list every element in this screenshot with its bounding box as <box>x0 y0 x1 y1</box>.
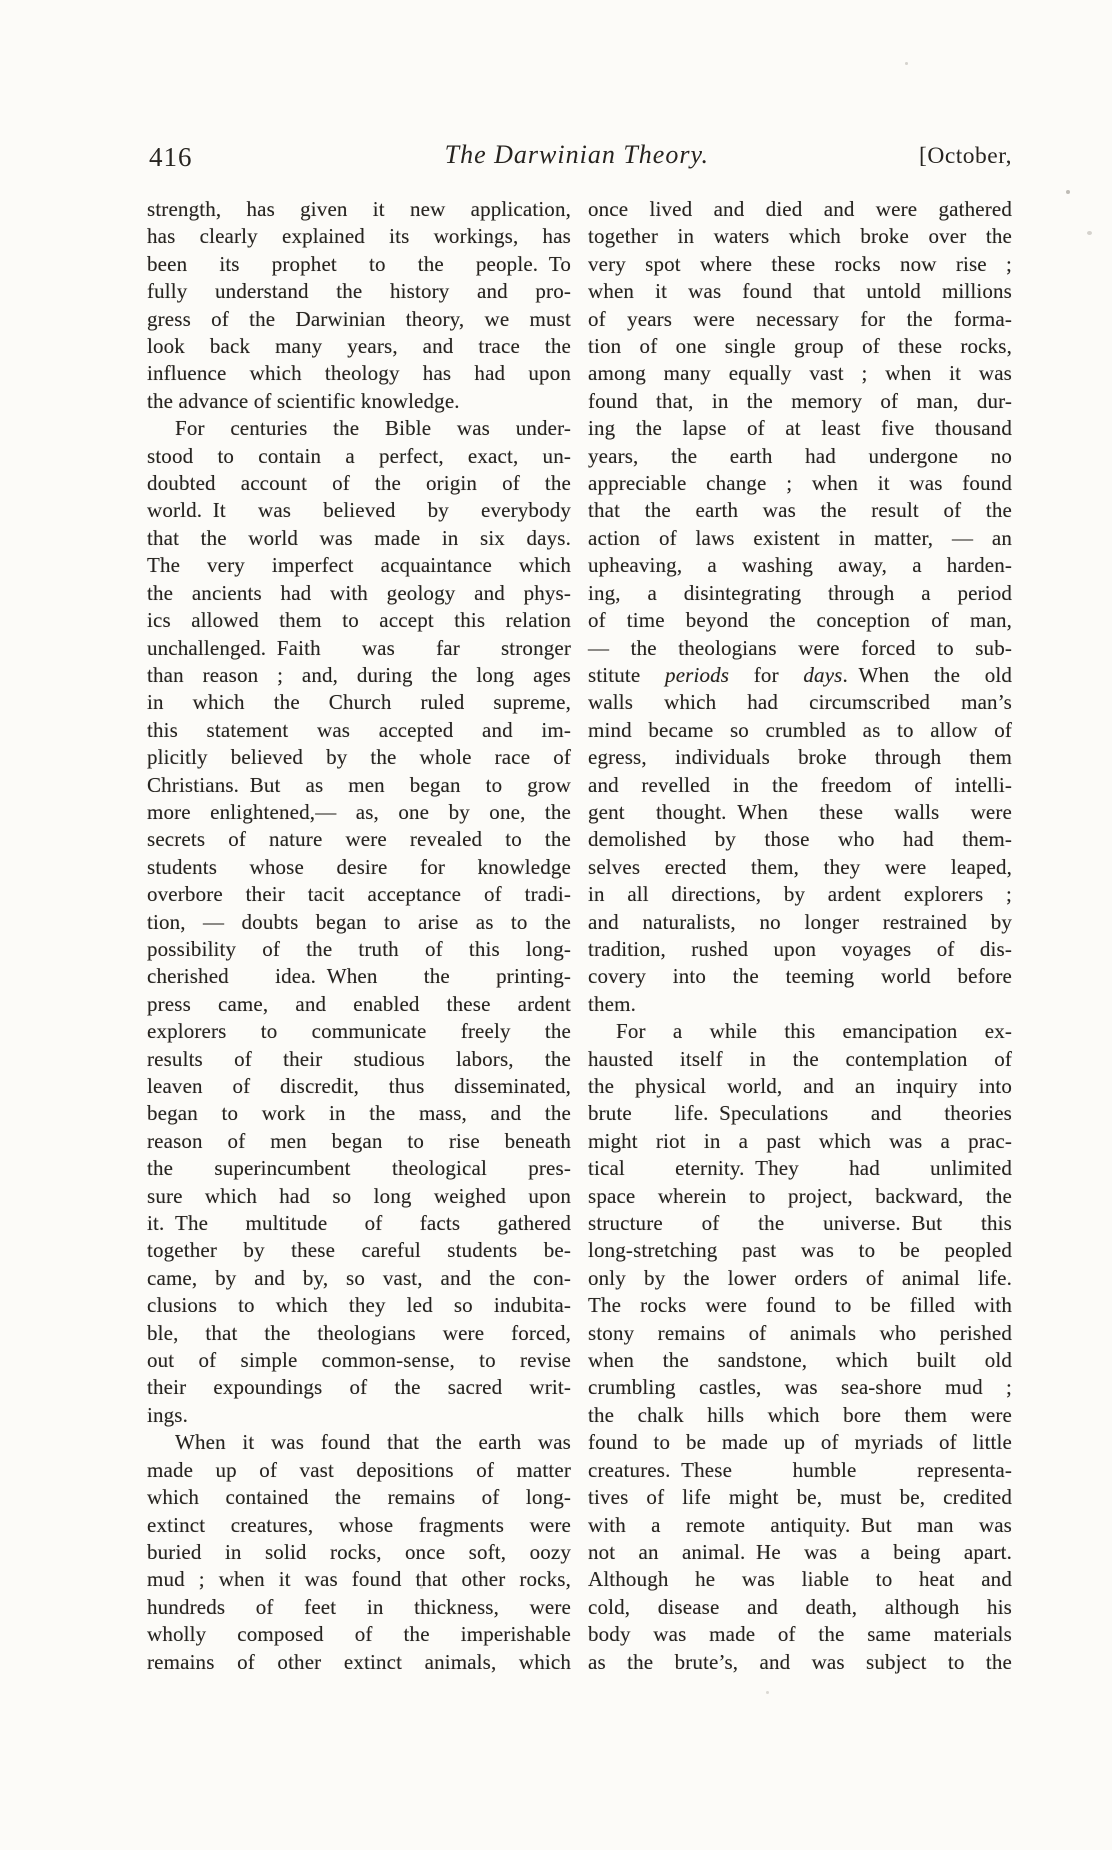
text-line: structure of the universe. But this <box>588 1211 1012 1236</box>
text-line: tion of one single group of these rocks, <box>588 334 1012 359</box>
text-line: unchallenged. Faith was far stronger <box>147 635 571 660</box>
issue-date: [October, <box>919 143 1012 169</box>
text-line: overbore their tacit acceptance of tradi- <box>147 882 571 907</box>
text-line: results of their studious labors, the <box>147 1046 571 1071</box>
paper-speck <box>766 1691 769 1694</box>
text-line: secrets of nature were revealed to the <box>147 827 571 852</box>
text-line: ing the lapse of at least five thousand <box>588 416 1012 441</box>
text-line: began to work in the mass, and the <box>147 1101 571 1126</box>
text-line: When it was found that the earth was <box>175 1430 571 1455</box>
text-line: the superincumbent theological pres- <box>147 1156 571 1181</box>
text-line: plicitly believed by the whole race of <box>147 745 571 770</box>
text-line: press came, and enabled these ardent <box>147 991 571 1016</box>
text-line: when it was found that untold millions <box>588 279 1012 304</box>
left-column <box>147 196 571 1676</box>
text-line: space wherein to project, backward, the <box>588 1183 1012 1208</box>
text-line: sure which had so long weighed upon <box>147 1183 571 1208</box>
text-line: very spot where these rocks now rise ; <box>588 251 1012 276</box>
text-line: tion, — doubts began to arise as to the <box>147 909 571 934</box>
text-line: creatures. These humble representa- <box>588 1457 1012 1482</box>
text-line: The rocks were found to be filled with <box>588 1293 1012 1318</box>
text-line: once lived and died and were gathered <box>588 197 1012 221</box>
page-number: 416 <box>149 142 193 172</box>
text-line: selves erected them, they were leaped, <box>588 854 1012 879</box>
text-line: of years were necessary for the forma- <box>588 306 1012 331</box>
page-header <box>147 138 1012 180</box>
text-line: Christians. But as men began to grow <box>147 772 571 797</box>
text-line: walls which had circumscribed man’s <box>588 690 1012 715</box>
text-line: the physical world, and an inquiry into <box>588 1074 1012 1098</box>
paragraph <box>147 1429 571 1676</box>
text-line: mind became so crumbled as to allow of <box>588 717 1012 742</box>
text-line: their expoundings of the sacred writ- <box>147 1375 571 1400</box>
text-line: possibility of the truth of this long- <box>147 936 571 961</box>
text-line: and naturalists, no longer restrained by <box>588 909 1012 934</box>
text-line: than reason ; and, during the long ages <box>147 662 571 687</box>
text-line: among many equally vast ; when it was <box>588 361 1012 386</box>
text-line: explorers to communicate freely the <box>147 1019 571 1044</box>
text-line: which contained the remains of long- <box>147 1485 571 1510</box>
text-line: it. The multitude of facts gathered <box>147 1211 571 1236</box>
text-line: extinct creatures, whose fragments were <box>147 1512 571 1537</box>
text-line: cherished idea. When the printing- <box>147 964 571 989</box>
text-line: ics allowed them to accept this relation <box>147 608 571 633</box>
text-line: together by these careful students be- <box>147 1238 571 1263</box>
text-line: fully understand the history and pro- <box>147 279 571 304</box>
text-line: demolished by those who had them- <box>588 827 1012 852</box>
text-line: that the world was made in six days. <box>147 525 571 550</box>
paragraph <box>588 1018 1012 1676</box>
text-line: together in waters which broke over the <box>588 224 1012 249</box>
text-line: as the brute’s, and was subject to the <box>588 1649 1012 1674</box>
paper-speck <box>1087 231 1092 235</box>
text-line: in which the Church ruled supreme, <box>147 690 571 715</box>
text-line: out of simple common-sense, to revise <box>147 1348 571 1373</box>
text-line: has clearly explained its workings, has <box>147 224 571 249</box>
text-line: influence which theology has had upon <box>147 361 571 386</box>
text-line: this statement was accepted and im- <box>147 717 571 742</box>
text-line: world. It was believed by everybody <box>147 498 571 523</box>
text-line: buried in solid rocks, once soft, oozy <box>147 1539 571 1564</box>
text-line: strength, has given it new application, <box>147 197 571 221</box>
text-line: clusions to which they led so indubita- <box>147 1293 571 1318</box>
text-line: For centuries the Bible was under- <box>175 416 571 441</box>
text-line: tives of life might be, must be, credited <box>588 1485 1012 1510</box>
text-line: Although he was liable to heat and <box>588 1567 1012 1592</box>
paragraph <box>147 415 571 1429</box>
text-line: mud ; when it was found that other rocks, <box>147 1567 571 1592</box>
text-line: came, by and by, so vast, and the con- <box>147 1265 571 1290</box>
text-line: cold, disease and death, although his <box>588 1594 1012 1619</box>
text-line: gress of the Darwinian theory, we must <box>147 306 571 331</box>
text-line: For a while this emancipation ex- <box>616 1019 1012 1044</box>
text-line: only by the lower orders of animal life. <box>588 1265 1012 1290</box>
text-line: wholly composed of the imperishable <box>147 1622 571 1647</box>
text-line: appreciable change ; when it was found <box>588 471 1012 496</box>
text-line: not an animal. He was a being apart. <box>588 1539 1012 1564</box>
text-line: in all directions, by ardent explorers ; <box>588 882 1012 907</box>
text-line: the ancients had with geology and phys- <box>147 580 571 605</box>
text-line: made up of vast depositions of matter <box>147 1457 571 1482</box>
text-line: that the earth was the result of the <box>588 498 1012 523</box>
running-title: The Darwinian Theory. <box>444 140 710 169</box>
text-line: covery into the teeming world before <box>588 964 1012 989</box>
text-line: years, the earth had undergone no <box>588 443 1012 468</box>
text-line: tradition, rushed upon voyages of dis- <box>588 936 1012 961</box>
text-line: hundreds of feet in thickness, were <box>147 1594 571 1619</box>
text-line: stony remains of animals who perished <box>588 1320 1012 1345</box>
text-line: students whose desire for knowledge <box>147 854 571 879</box>
paragraph <box>147 196 571 415</box>
paper-speck <box>905 62 908 65</box>
text-line: action of laws existent in matter, — an <box>588 525 1012 550</box>
text-line: leaven of discredit, thus disseminated, <box>147 1074 571 1098</box>
text-line: found to be made up of myriads of little <box>588 1430 1012 1455</box>
paper-speck <box>420 1586 423 1589</box>
text-line: with a remote antiquity. But man was <box>588 1512 1012 1537</box>
text-line: might riot in a past which was a prac- <box>588 1128 1012 1153</box>
text-line: them. <box>588 991 636 1016</box>
text-line: remains of other extinct animals, which <box>147 1649 571 1674</box>
text-line: ings. <box>147 1402 189 1427</box>
text-line: the advance of scientific knowledge. <box>147 388 460 413</box>
text-line: more enlightened,— as, one by one, the <box>147 799 571 824</box>
right-column <box>588 196 1012 1676</box>
text-line: the chalk hills which bore them were <box>588 1402 1012 1427</box>
text-line: crumbling castles, was sea-shore mud ; <box>588 1375 1012 1400</box>
text-line: tical eternity. They had unlimited <box>588 1156 1012 1181</box>
text-line: and revelled in the freedom of intelli- <box>588 772 1012 797</box>
text-line: stitute periods for days. When the old <box>588 662 1012 687</box>
text-line: ble, that the theologians were forced, <box>147 1320 571 1345</box>
paragraph <box>588 196 1012 1018</box>
text-line: — the theologians were forced to sub- <box>588 635 1012 660</box>
page-body <box>147 196 1012 1676</box>
text-line: ing, a disintegrating through a period <box>588 580 1012 605</box>
text-line: stood to contain a perfect, exact, un- <box>147 443 571 468</box>
text-line: doubted account of the origin of the <box>147 471 571 496</box>
text-line: been its prophet to the people. To <box>147 251 571 276</box>
text-line: hausted itself in the contemplation of <box>588 1046 1012 1071</box>
text-line: brute life. Speculations and theories <box>588 1101 1012 1126</box>
text-line: when the sandstone, which built old <box>588 1348 1012 1373</box>
text-line: long-stretching past was to be peopled <box>588 1238 1012 1263</box>
text-line: egress, individuals broke through them <box>588 745 1012 770</box>
text-line: found that, in the memory of man, dur- <box>588 388 1012 413</box>
text-line: upheaving, a washing away, a harden- <box>588 553 1012 578</box>
paper-speck <box>1066 190 1070 194</box>
text-line: reason of men began to rise beneath <box>147 1128 571 1153</box>
text-line: look back many years, and trace the <box>147 334 571 359</box>
text-line: of time beyond the conception of man, <box>588 608 1012 633</box>
text-line: body was made of the same materials <box>588 1622 1012 1647</box>
text-line: gent thought. When these walls were <box>588 799 1012 824</box>
text-line: The very imperfect acquaintance which <box>147 553 571 578</box>
